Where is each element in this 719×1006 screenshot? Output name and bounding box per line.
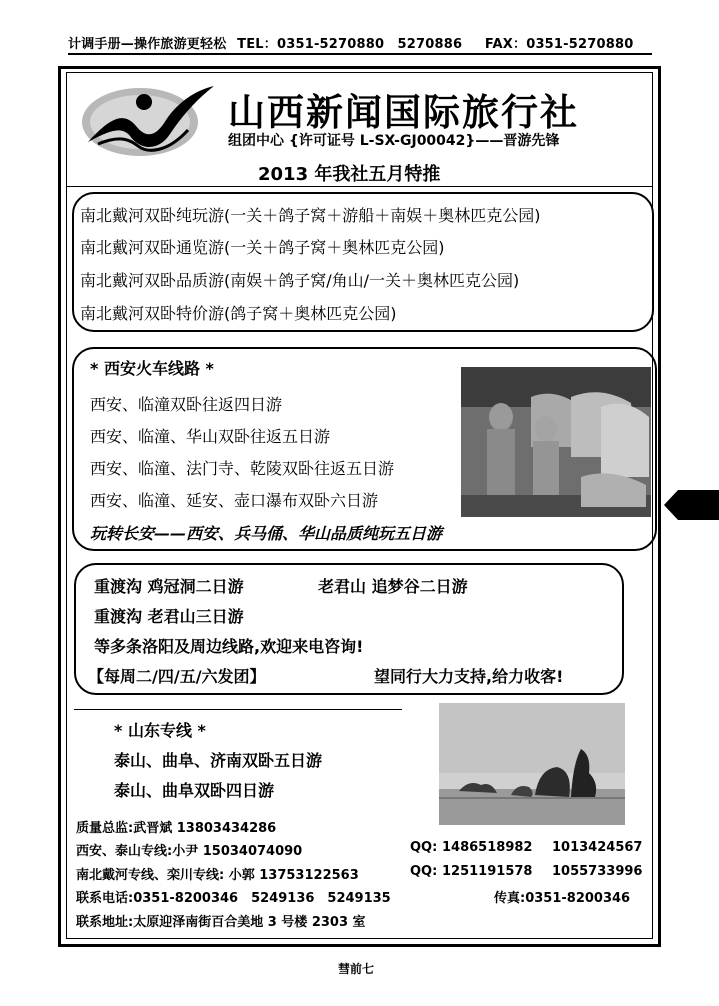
shandong-route-1: 泰山、曲阜、济南双卧五日游 (114, 751, 323, 770)
page-tab-arrow-icon (664, 490, 719, 520)
beidaihe-route-2: 南北戴河双卧通览游(一关＋鸽子窝＋奥林匹克公园) (80, 238, 445, 257)
headline-divider (66, 186, 653, 187)
xian-route-1: 西安、临潼双卧往返四日游 (90, 395, 283, 414)
xian-special: 玩转长安——西安、兵马俑、华山品质纯玩五日游 (90, 524, 443, 543)
luoyang-schedule: 【每周二/四/五/六发团】 (88, 667, 266, 686)
beidaihe-route-1: 南北戴河双卧纯玩游(一关＋鸽子窝＋游船＋南娱＋奥林匹克公园) (80, 206, 541, 225)
sea-rocks-photo (439, 703, 625, 825)
luoyang-route-3: 重渡沟 老君山三日游 (94, 607, 244, 626)
header-fax: FAX：0351-5270880 (484, 37, 634, 52)
header-tel: TEL：0351-5270880 5270886 (237, 37, 463, 52)
quality-manager: 质量总监:武晋斌 13803434286 (76, 821, 277, 836)
qq-number-2b: 1055733996 (552, 864, 643, 879)
contact-address: 联系地址:太原迎泽南街百合美地 3 号楼 2303 室 (76, 915, 366, 930)
beidaihe-luanchuan-contact: 南北戴河专线、栾川专线: 小郭 13753122563 (76, 868, 359, 883)
header-slogan: 计调手册—操作旅游更轻松 (68, 37, 227, 52)
qq-label-1: QQ: (410, 840, 438, 855)
agency-name: 山西新闻国际旅行社 (228, 91, 579, 134)
contact-phone: 联系电话:0351-8200346 5249136 5249135 (76, 891, 391, 906)
beidaihe-route-4: 南北戴河双卧特价游(鸽子窝＋奥林匹克公园) (80, 304, 397, 323)
luoyang-note: 等多条洛阳及周边线路,欢迎来电咨询! (94, 637, 364, 656)
shandong-route-2: 泰山、曲阜双卧四日游 (114, 781, 275, 800)
shandong-title: * 山东专线 * (114, 721, 206, 740)
luoyang-slogan: 望同行大力支持,给力收客! (374, 667, 564, 686)
xian-route-3: 西安、临潼、法门寺、乾陵双卧往返五日游 (90, 459, 395, 478)
qq-number-2a: 1251191578 (442, 864, 533, 879)
headline: 2013 年我社五月特推 (258, 164, 441, 185)
luoyang-route-1: 重渡沟 鸡冠洞二日游 (94, 577, 244, 596)
xian-title: * 西安火车线路 * (90, 359, 214, 378)
xian-route-2: 西安、临潼、华山双卧往返五日游 (90, 427, 331, 446)
xian-taishan-contact: 西安、泰山专线:小尹 15034074090 (76, 844, 303, 859)
terracotta-warriors-photo (461, 367, 651, 517)
qq-number-1b: 1013424567 (552, 840, 643, 855)
shandong-divider (74, 709, 402, 710)
qq-label-2: QQ: (410, 864, 438, 879)
header-bar (68, 33, 652, 55)
luoyang-route-2: 老君山 追梦谷二日游 (318, 577, 468, 596)
contact-fax: 传真:0351-8200346 (494, 891, 631, 906)
xian-route-4: 西安、临潼、延安、壶口瀑布双卧六日游 (90, 491, 379, 510)
page-number: 彗前七 (338, 962, 375, 976)
beidaihe-route-3: 南北戴河双卧品质游(南娱＋鸽子窝/角山/一关＋奥林匹克公园) (80, 271, 520, 290)
qq-number-1a: 1486518982 (442, 840, 533, 855)
license-line: 组团中心 {许可证号 L-SX-GJ00042}——晋游先锋 (228, 133, 560, 149)
agency-logo-icon (78, 80, 218, 158)
